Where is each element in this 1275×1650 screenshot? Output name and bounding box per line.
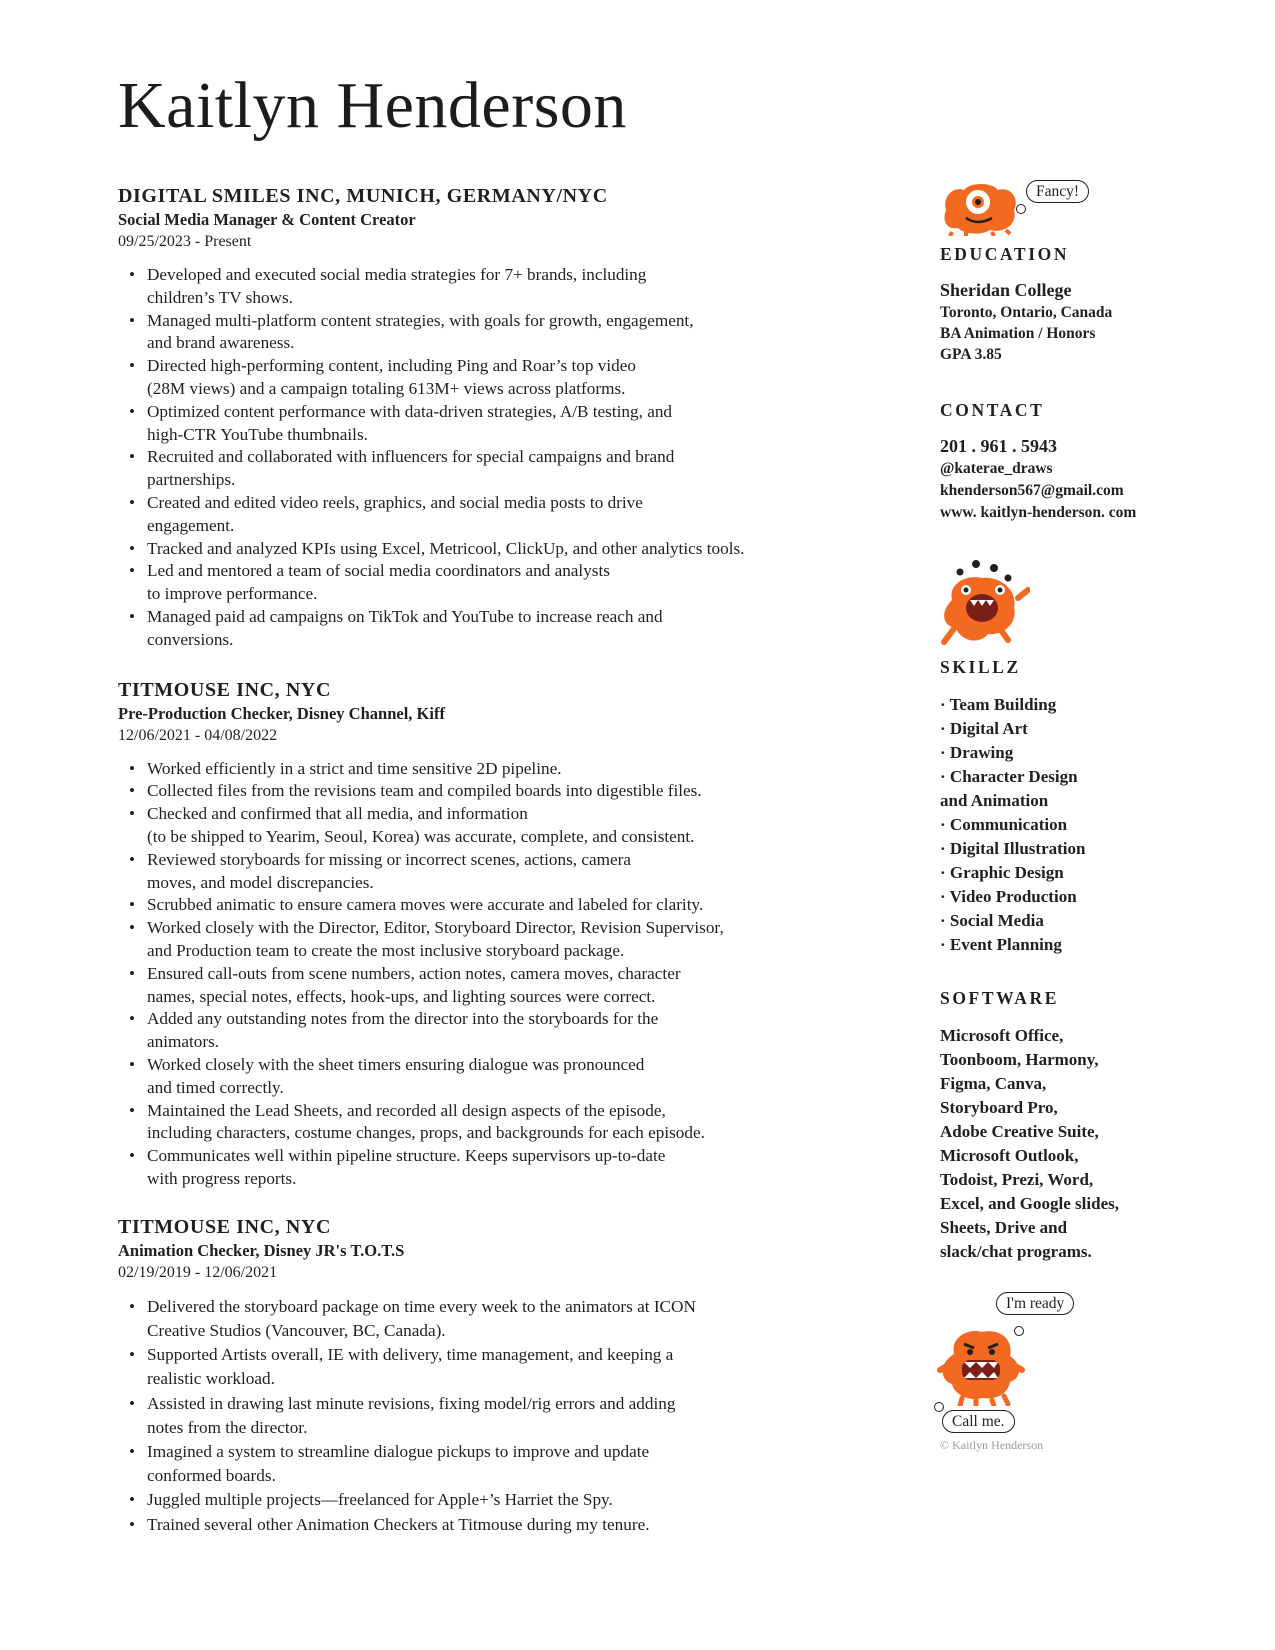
bullet-item: • Tracked and analyzed KPIs using Excel, Metricool, ClickUp, and other analytics tools. (129, 538, 838, 561)
job-role: Animation Checker, Disney JR's T.O.T.S (118, 1240, 405, 1260)
job-entry (118, 184, 838, 652)
job-entry (118, 1215, 838, 1537)
job-bullets (118, 1295, 838, 1537)
job-bullets (118, 758, 838, 1191)
bullet-item: • Managed multi-platform content strategies, with goals for growth, engagement, and brand awareness. (129, 310, 838, 356)
excited-monster-icon (938, 556, 1030, 648)
skill-item: · Event Planning (940, 935, 1062, 954)
bullet-item: • Worked efficiently in a strict and time sensitive 2D pipeline. (129, 758, 838, 781)
skill-item: · Digital Art (940, 719, 1028, 738)
monster-fancy-group (940, 180, 1240, 242)
job-bullets (118, 264, 838, 652)
bullet-item: • Scrubbed animatic to ensure camera moves were accurate and labeled for clarity. (129, 894, 838, 917)
contact-heading: CONTACT (940, 400, 1045, 420)
software-heading: SOFTWARE (940, 988, 1060, 1008)
bullet-item: • Assisted in drawing last minute revisions, fixing model/rig errors and adding notes from the director. (129, 1392, 838, 1440)
website-link[interactable]: www. kaitlyn-henderson. com (940, 504, 1137, 521)
skill-item: · Digital Illustration (940, 839, 1086, 858)
skills-list (940, 693, 1240, 957)
job-dates: 09/25/2023 - Present (118, 233, 252, 250)
bullet-item: • Supported Artists overall, IE with delivery, time management, and keeping a realistic workload. (129, 1343, 838, 1391)
speech-bubble-ready: I'm ready (996, 1292, 1074, 1315)
thought-dot (934, 1402, 944, 1412)
education-heading: EDUCATION (940, 244, 1070, 264)
bullet-item: • Juggled multiple projects—freelanced for Apple+’s Harriet the Spy. (129, 1488, 838, 1512)
social-handle: @katerae_draws (940, 460, 1053, 477)
copyright-credit: © Kaitlyn Henderson (940, 1438, 1044, 1452)
bullet-item: • Recruited and collaborated with influencers for special campaigns and brand partnerships. (129, 446, 838, 492)
school-location: Toronto, Ontario, Canada (940, 304, 1113, 321)
skills-heading: SKILLZ (940, 657, 1021, 677)
experience-column (118, 184, 838, 1537)
gpa: GPA 3.85 (940, 346, 1002, 363)
bullet-item: • Collected files from the revisions team and compiled boards into digestible files. (129, 780, 838, 803)
skill-item: · Social Media (940, 911, 1044, 930)
job-role: Social Media Manager & Content Creator (118, 210, 416, 229)
bullet-item: • Reviewed storyboards for missing or incorrect scenes, actions, camera moves, and model discrepancies. (129, 849, 838, 895)
monster-excited-group (940, 556, 1240, 652)
bullet-item: • Led and mentored a team of social media coordinators and analysts to improve performance. (129, 560, 838, 606)
bullet-item: • Worked closely with the Director, Editor, Storyboard Director, Revision Supervisor, and Production team to create the most inclusive storyboard package. (129, 917, 838, 963)
sidebar (940, 180, 1240, 1452)
bullet-item: • Trained several other Animation Checkers at Titmouse during my tenure. (129, 1513, 838, 1537)
bullet-item: • Ensured call-outs from scene numbers, action notes, camera moves, character names, special notes, effects, hook-ups, and lighting sources were correct. (129, 963, 838, 1009)
one-eyed-monster-icon (940, 180, 1020, 236)
bullet-item: • Developed and executed social media strategies for 7+ brands, including children’s TV shows. (129, 264, 838, 310)
school-name: Sheridan College (940, 280, 1072, 300)
bullet-item: • Maintained the Lead Sheets, and recorded all design aspects of the episode, including characters, costume changes, props, and backgrounds for each episode. (129, 1100, 838, 1146)
skill-item: · Communication (940, 815, 1068, 834)
resume-name: Kaitlyn Henderson (118, 69, 627, 142)
bullet-item: • Created and edited video reels, graphics, and social media posts to drive engagement. (129, 492, 838, 538)
bullet-item: • Communicates well within pipeline structure. Keeps supervisors up-to-date with progress reports. (129, 1145, 838, 1191)
degree: BA Animation / Honors (940, 325, 1096, 342)
skill-item: · Video Production (940, 887, 1077, 906)
job-dates: 02/19/2019 - 12/06/2021 (118, 1263, 278, 1281)
bullet-item: • Directed high-performing content, including Ping and Roar’s top video (28M views) and a campaign totaling 613M+ views across platforms. (129, 355, 838, 401)
phone-number: 201 . 961 . 5943 (940, 436, 1057, 456)
bullet-item: • Delivered the storyboard package on time every week to the animators at ICON Creative Studios (Vancouver, BC, Canada). (129, 1295, 838, 1343)
skill-item: · Drawing (940, 743, 1014, 762)
software-list: Microsoft Office, Toonboom, Harmony, Figma, Canva, Storyboard Pro, Adobe Creative Suite, Microsoft Outlook, Todoist, Prezi, Word, Excel, and Google slides, Sheets, Drive and slack/chat programs. (940, 1026, 1119, 1261)
bullet-item: • Imagined a system to streamline dialogue pickups to improve and update conformed boards. (129, 1440, 838, 1488)
speech-bubble-call: Call me. (942, 1410, 1015, 1433)
skill-item: · Team Building (940, 695, 1057, 714)
job-company: TITMOUSE INC, NYC (118, 1215, 332, 1238)
bullet-item: • Worked closely with the sheet timers ensuring dialogue was pronounced and timed correctly. (129, 1054, 838, 1100)
speech-bubble-fancy: Fancy! (1026, 180, 1089, 203)
bullet-item: • Managed paid ad campaigns on TikTok and YouTube to increase reach and conversions. (129, 606, 838, 652)
skill-item: · Character Design and Animation (940, 767, 1078, 810)
email-address[interactable]: khenderson567@gmail.com (940, 482, 1124, 499)
job-company: DIGITAL SMILES INC, MUNICH, GERMANY/NYC (118, 185, 608, 207)
job-entry (118, 678, 838, 1191)
job-role: Pre-Production Checker, Disney Channel, Kiff (118, 703, 445, 723)
thought-dot (1016, 204, 1026, 214)
bullet-item: • Checked and confirmed that all media, and information (to be shipped to Yearim, Seoul, Korea) was accurate, complete, and consistent. (129, 803, 838, 849)
monster-ready-group (940, 1292, 1240, 1452)
skill-item: · Graphic Design (940, 863, 1064, 882)
bullet-item: • Optimized content performance with data-driven strategies, A/B testing, and high-CTR YouTube thumbnails. (129, 401, 838, 447)
job-company: TITMOUSE INC, NYC (118, 678, 332, 701)
bullet-item: • Added any outstanding notes from the director into the storyboards for the animators. (129, 1008, 838, 1054)
grinning-monster-icon (936, 1326, 1026, 1406)
job-dates: 12/06/2021 - 04/08/2022 (118, 726, 278, 744)
